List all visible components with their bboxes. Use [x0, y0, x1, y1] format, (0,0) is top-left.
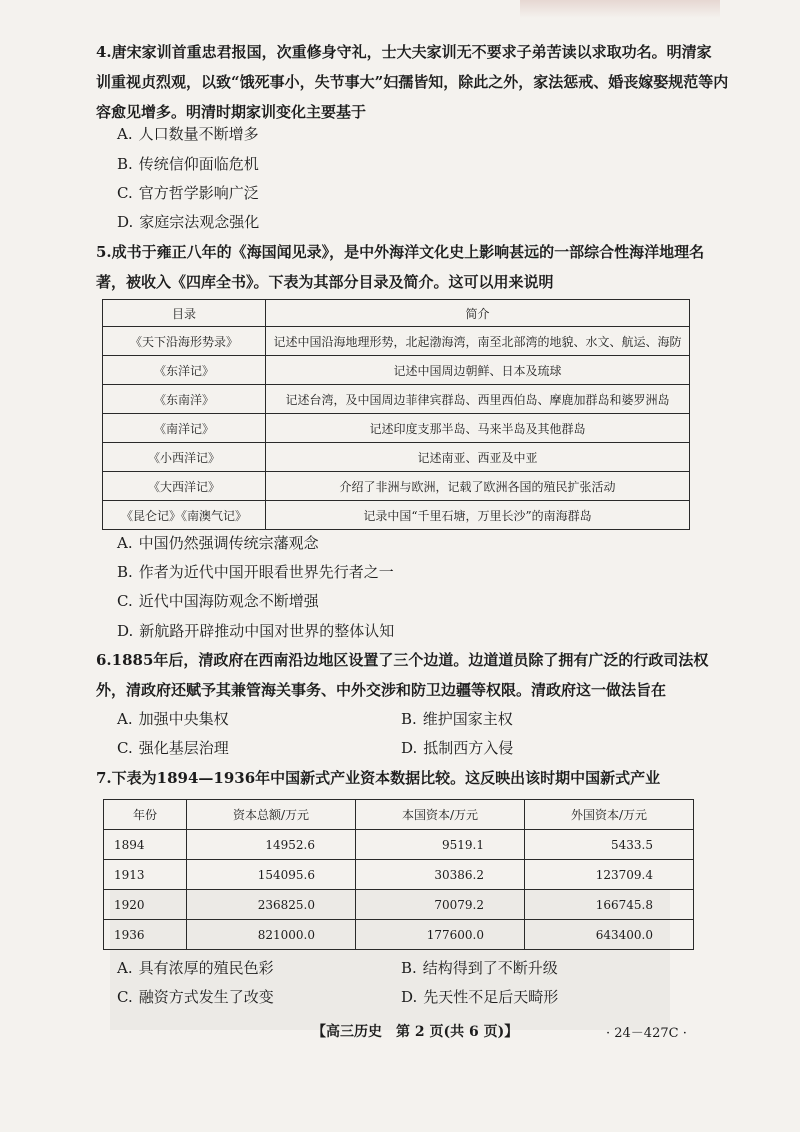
table-cell: 1936: [104, 920, 187, 950]
table-cell: 123709.4: [525, 860, 694, 890]
q4-option-a[interactable]: [117, 123, 259, 145]
table-cell: 30386.2: [356, 860, 525, 890]
table-cell: 1920: [104, 890, 187, 920]
q4-option-b[interactable]: [117, 153, 259, 175]
q5-option-a[interactable]: [117, 532, 319, 554]
q6-option-text: 加强中央集权: [138, 710, 229, 728]
q5-option-d[interactable]: [117, 620, 394, 642]
q6-stem-line: 外，清政府还赋予其兼管海关事务、中外交涉和防卫边疆等权限。清政府这一做法旨在: [96, 681, 667, 699]
table-cell: 记述南亚、西亚及中亚: [266, 443, 690, 472]
q5-stem-line: 5.成书于雍正八年的《海国闻见录》，是中外海洋文化史上影响甚远的一部综合性海洋地理名: [96, 243, 705, 261]
bleed-through-shade-top: [520, 0, 720, 18]
table-row: [103, 414, 690, 443]
q4-stem: [96, 37, 729, 127]
q7-option-letter: B.: [401, 959, 417, 977]
table-cell: 1913: [104, 860, 187, 890]
q4-option-letter: A.: [117, 125, 133, 143]
table-row: [104, 920, 694, 950]
table-cell: 《东南洋》: [103, 385, 266, 414]
table-row: [104, 890, 694, 920]
q6-option-text: 强化基层治理: [138, 739, 229, 757]
table-row: [103, 501, 690, 530]
q4-stem-line: 4.唐宋家训首重忠君报国，次重修身守礼，士大夫家训无不要求子弟苦读以求取功名。明清家: [96, 43, 712, 61]
q6-option-d[interactable]: [401, 737, 513, 759]
q6-option-c[interactable]: [117, 737, 229, 759]
table-row: [103, 443, 690, 472]
q7-option-text: 具有浓厚的殖民色彩: [138, 959, 274, 977]
table-row: [103, 327, 690, 356]
table-row: [104, 860, 694, 890]
q7-option-letter: C.: [117, 988, 133, 1006]
table-header-cell: 本国资本/万元: [356, 800, 525, 830]
table-cell: 记述台湾，及中国周边菲律宾群岛、西里西伯岛、摩鹿加群岛和婆罗洲岛: [266, 385, 690, 414]
q6-option-a[interactable]: [117, 708, 229, 730]
q4-option-d[interactable]: [117, 211, 259, 233]
q5-option-text: 近代中国海防观念不断增强: [138, 592, 319, 610]
q6-option-letter: D.: [401, 739, 418, 757]
q7-option-text: 融资方式发生了改变: [138, 988, 274, 1006]
q7-option-d[interactable]: [401, 986, 558, 1008]
q6-option-letter: A.: [117, 710, 133, 728]
table-cell: 介绍了非洲与欧洲，记载了欧洲各国的殖民扩张活动: [266, 472, 690, 501]
q7-stem-line: 7.下表为1894—1936年中国新式产业资本数据比较。这反映出该时期中国新式产业: [96, 769, 661, 787]
table-cell: 记录中国“千里石塘，万里长沙”的南海群岛: [266, 501, 690, 530]
table-row: [103, 472, 690, 501]
table-header-cell: 外国资本/万元: [525, 800, 694, 830]
q5-table: [102, 299, 690, 530]
q5-option-c[interactable]: [117, 590, 319, 612]
q6-stem: [96, 645, 709, 705]
q5-option-text: 作者为近代中国开眼看世界先行者之一: [138, 563, 394, 581]
table-header-cell: 简介: [266, 300, 690, 327]
q4-option-letter: C.: [117, 184, 133, 202]
table-cell: 《天下沿海形势录》: [103, 327, 266, 356]
table-cell: 14952.6: [187, 830, 356, 860]
table-header-cell: 目录: [103, 300, 266, 327]
q5-stem: [96, 237, 705, 297]
q5-option-b[interactable]: [117, 561, 394, 583]
q7-option-b[interactable]: [401, 957, 558, 979]
table-cell: 154095.6: [187, 860, 356, 890]
table-cell: 5433.5: [525, 830, 694, 860]
q7-option-a[interactable]: [117, 957, 274, 979]
q4-option-letter: B.: [117, 155, 133, 173]
q7-option-c[interactable]: [117, 986, 274, 1008]
q4-option-text: 家庭宗法观念强化: [139, 213, 260, 231]
table-cell: 《大西洋记》: [103, 472, 266, 501]
table-cell: 1894: [104, 830, 187, 860]
q5-option-letter: B.: [117, 563, 133, 581]
q4-stem-line: 容愈见增多。明清时期家训变化主要基于: [96, 103, 367, 121]
q6-option-letter: B.: [401, 710, 417, 728]
table-cell: 记述印度支那半岛、马来半岛及其他群岛: [266, 414, 690, 443]
table-cell: 821000.0: [187, 920, 356, 950]
q7-option-text: 先天性不足后天畸形: [423, 988, 559, 1006]
q6-option-letter: C.: [117, 739, 133, 757]
q4-option-c[interactable]: [117, 182, 259, 204]
table-cell: 记述中国周边朝鲜、日本及琉球: [266, 356, 690, 385]
table-row: [103, 385, 690, 414]
table-cell: 643400.0: [525, 920, 694, 950]
table-cell: 236825.0: [187, 890, 356, 920]
table-cell: 9519.1: [356, 830, 525, 860]
table-cell: 166745.8: [525, 890, 694, 920]
q4-option-letter: D.: [117, 213, 134, 231]
page-footer: 【高三历史 第 2 页(共 6 页)】: [312, 1024, 519, 1040]
table-header-row: [103, 300, 690, 327]
q4-option-text: 人口数量不断增多: [138, 125, 259, 143]
q4-option-text: 官方哲学影响广泛: [138, 184, 259, 202]
table-header-row: [104, 800, 694, 830]
q7-option-text: 结构得到了不断升级: [422, 959, 558, 977]
table-header-cell: 资本总额/万元: [187, 800, 356, 830]
q7-stem: [96, 763, 696, 793]
q6-option-text: 抵制西方入侵: [423, 739, 514, 757]
table-row: [103, 356, 690, 385]
q4-option-text: 传统信仰面临危机: [138, 155, 259, 173]
table-cell: 《东洋记》: [103, 356, 266, 385]
q7-table: [103, 799, 694, 950]
q6-option-b[interactable]: [401, 708, 513, 730]
table-row: [104, 830, 694, 860]
exam-code: · 24－427C ·: [606, 1026, 687, 1041]
table-cell: 记述中国沿海地理形势，北起渤海湾，南至北部湾的地貌、水文、航运、海防: [266, 327, 690, 356]
q4-stem-line: 训重视贞烈观，以致“饿死事小，失节事大”妇孺皆知，除此之外，家法惩戒、婚丧嫁娶规范等内: [96, 73, 729, 91]
q5-stem-line: 著，被收入《四库全书》。下表为其部分目录及简介。这可以用来说明: [96, 273, 554, 291]
table-header-cell: 年份: [104, 800, 187, 830]
q5-option-letter: C.: [117, 592, 133, 610]
table-cell: 177600.0: [356, 920, 525, 950]
table-cell: 《昆仑记》《南澳气记》: [103, 501, 266, 530]
table-cell: 《南洋记》: [103, 414, 266, 443]
table-cell: 《小西洋记》: [103, 443, 266, 472]
table-cell: 70079.2: [356, 890, 525, 920]
q7-option-letter: A.: [117, 959, 133, 977]
q5-option-letter: D.: [117, 622, 134, 640]
q6-stem-line: 6.1885年后，清政府在西南沿边地区设置了三个边道。边道道员除了拥有广泛的行政司法权: [96, 651, 709, 669]
q6-option-text: 维护国家主权: [422, 710, 513, 728]
q7-option-letter: D.: [401, 988, 418, 1006]
q5-option-text: 中国仍然强调传统宗藩观念: [138, 534, 319, 552]
q5-option-letter: A.: [117, 534, 133, 552]
q5-option-text: 新航路开辟推动中国对世界的整体认知: [139, 622, 395, 640]
